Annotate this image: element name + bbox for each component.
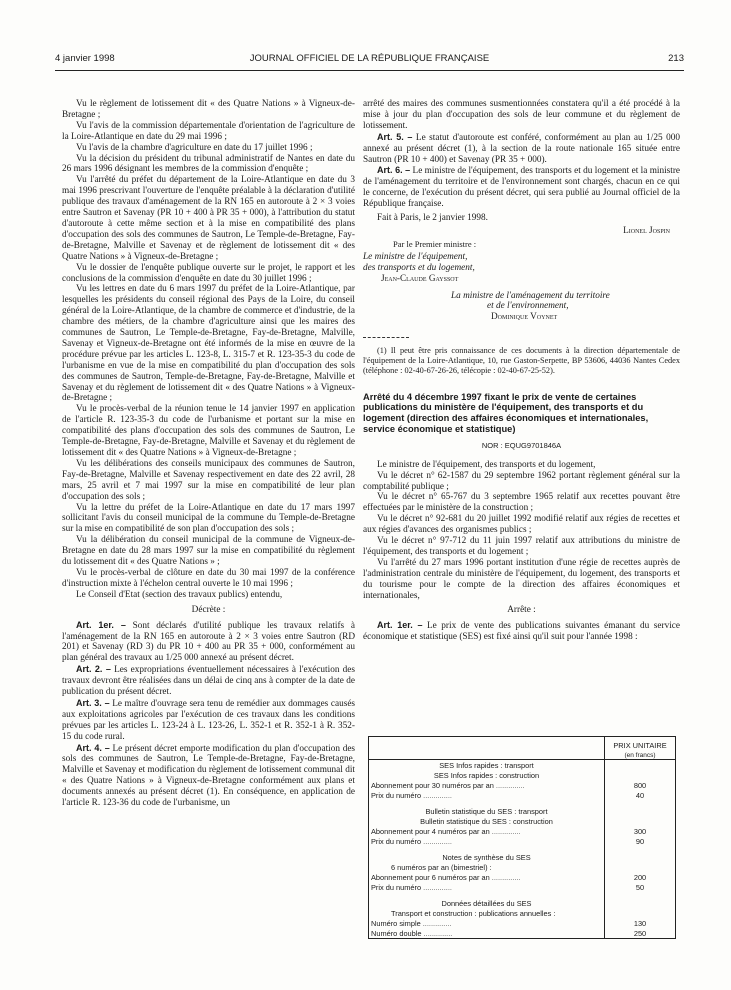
leader-dots: .............. xyxy=(489,873,521,882)
article-label: Art. 6. – xyxy=(377,165,411,176)
minister2-name: Dominique Voynet xyxy=(491,312,558,323)
price-table-row xyxy=(369,836,676,846)
price-table-row xyxy=(369,852,676,862)
leader-dots: .............. xyxy=(421,791,452,800)
decree-word: Décrète : xyxy=(191,604,226,615)
leader-dots: .............. xyxy=(421,883,452,892)
articles-right xyxy=(363,132,680,210)
leader-dots: .............. xyxy=(493,781,525,790)
price-table-row xyxy=(369,806,676,816)
visa-paragraph: Vu le dossier de l'enquête publique ouverte sur le projet, le rapport et les conclusions de la commission d'enquête en date du 30 juillet 1996 ; xyxy=(62,262,355,284)
left-column xyxy=(62,99,355,809)
article xyxy=(363,165,680,210)
article xyxy=(62,698,355,743)
header-rule xyxy=(55,70,684,71)
articles-left xyxy=(62,620,355,809)
article-label: Art. 1er. – xyxy=(76,619,126,630)
price-row-value xyxy=(605,918,676,928)
item-price: 200 xyxy=(633,873,647,882)
continued-text: arrêté des maires des communes susmentionnées constatera qu'il a été procédé à la mise à jour du plan d'occupation des sols de leur commune et du règlement de lotissement. xyxy=(363,99,680,131)
price-row-label xyxy=(369,882,605,892)
item-price: 90 xyxy=(635,837,645,846)
article xyxy=(62,743,355,809)
item-label: Prix du numéro xyxy=(371,791,422,800)
article-text: Le présent décret emporte modification du plan d'occupation des sols des communes de Sautron, Le Temple-de-Bretagne, Fay-de-Bretagne, Malville et Savenay et modification du règlement de lotissement communal dit « des Quatre Nations » à Vigneux-de-Bretagne conformément aux plans et documents annexés au présent décret (1). En conséquence, en application de l'article R. 123-36 du code de l'urbanisme, un xyxy=(62,743,356,809)
price-row-value xyxy=(605,862,676,872)
price-table-row xyxy=(369,918,676,928)
price-column-header: PRIX UNITAIRE (en francs) xyxy=(605,737,676,760)
item-label: Numéro simple xyxy=(371,919,421,928)
price-table-row xyxy=(369,898,676,908)
price-row-label xyxy=(369,908,605,918)
price-row-label xyxy=(369,780,605,790)
section-label: Notes de synthèse du SES xyxy=(442,853,531,862)
visa-paragraph: Vu les lettres en date du 6 mars 1997 du préfet de la Loire-Atlantique, par lesquelles les présidents du conseil régional des Pays de la Loire, du conseil général de la Loire-Atlantique, de la chambre de commerce et d'industrie, de la chambre des métiers, de la chambre d'agriculture ainsi que les maires des communes de Sautron, Le Temple-de-Bretagne, Fay-de-Bretagne, Malville, Savenay et Vigneux-de-Bretagne ont été informés de la mise en œuvre de la procédure prévue par les articles L. 123-8, L. 315-7 et R. 123-35-3 du code de l'urbanisme en vue de la mise en compatibilité du plan d'occupation des sols des communes de Sautron, Temple-de-Bretagne, Fay-de-Bretagne, Malville et Savenay et du règlement de lotissement dit « des Quatre Nations » à Vigneux-de-Bretagne ; xyxy=(62,284,355,404)
second-act-visas xyxy=(363,460,680,602)
visa-paragraph: Vu l'avis de la commission départementale d'orientation de l'agriculture de la Loire-Atlantique en date du 29 mai 1996 ; xyxy=(62,120,355,142)
article-label: Art. 2. – xyxy=(76,664,111,675)
second-act-article-1-label: Art. 1er. – xyxy=(377,620,423,631)
price-row-label xyxy=(369,862,605,872)
price-table-row xyxy=(369,928,676,939)
right-column xyxy=(363,99,680,643)
article xyxy=(62,664,355,698)
item-price: 40 xyxy=(635,791,645,800)
visa-paragraph: Vu la lettre du préfet de la Loire-Atlantique en date du 17 mars 1997 sollicitant l'avis du conseil municipal de la commune du Temple-de-Bretagne sur la mise en compatibilité de son plan d'occupation des sols ; xyxy=(62,502,355,535)
second-act-article-1-text: Le prix de vente des publications suivantes émanant du service économique et statistique (SES) est fixé ainsi qu'il suit pour l'année 1998 : xyxy=(363,621,680,643)
leader-dots: .............. xyxy=(421,837,452,846)
header-journal-title: JOURNAL OFFICIEL DE LA RÉPUBLIQUE FRANÇAISE xyxy=(249,53,490,64)
second-act-paragraph: Vu le décret n° 92-681 du 20 juillet 1992 modifié relatif aux régies de recettes et aux régies d'avances des organismes publics ; xyxy=(363,514,680,536)
article-label: Art. 3. – xyxy=(76,697,110,708)
visa-paragraph: Le Conseil d'Etat (section des travaux publics) entendu, xyxy=(76,589,283,600)
second-act-paragraph: Vu le décret n° 62-1587 du 29 septembre 1962 portant règlement général sur la comptabilité publique ; xyxy=(363,470,680,492)
article-label: Art. 5. – xyxy=(377,131,413,142)
article-label: Art. 4. – xyxy=(76,742,110,753)
price-table-row xyxy=(369,882,676,892)
second-act-paragraph: Vu le décret n° 97-712 du 11 juin 1997 relatif aux attributions du ministre de l'équipement, des transports et du logement ; xyxy=(363,536,680,557)
article-text: Sont déclarés d'utilité publique les travaux relatifs à l'aménagement de la RN 165 en autoroute à 2 × 3 voies entre Sautron (RD 201) et Savenay (RD 3) du PR 10 + 400 au PR 35 + 000, conformément au plan général des travaux au 1/25 000 annexé au présent décret. xyxy=(62,620,355,664)
section-label: Bulletin statistique du SES : transport xyxy=(425,807,548,816)
price-row-value xyxy=(605,882,676,892)
header-date: 4 janvier 1998 xyxy=(55,53,115,64)
footnote: (1) Il peut être pris connaissance de ces documents à la direction départementale de l'équipement de la Loire-Atlantique, 10, rue Gaston-Serpette, BP 53606, 44036 Nantes Cedex (téléphone : 02-40-67-26-26, télécopie : 02-40-67-25-52). xyxy=(363,346,680,375)
item-label: Numéro double xyxy=(371,929,422,938)
place-date: Fait à Paris, le 2 janvier 1998. xyxy=(377,213,488,224)
price-table-row xyxy=(369,790,676,800)
subsection-label: 6 numéros par an (bimestriel) : xyxy=(391,863,492,872)
visa-paragraph: Vu la décision du président du tribunal administratif de Nantes en date du 26 mars 1996 désignant les membres de la commission d'enquête ; xyxy=(62,153,355,175)
price-row-label xyxy=(369,816,605,826)
article-text: Le statut d'autoroute est conféré, conformément au plan au 1/25 000 annexé au présent décret (1), à la section de la route nationale 165 située entre Sautron (PR 10 + 400) et Savenay (PR 35 + 000). xyxy=(363,132,680,165)
price-table-row xyxy=(369,826,676,836)
price-row-value xyxy=(605,826,676,836)
article xyxy=(363,132,680,166)
price-row-label xyxy=(369,760,605,771)
section-label: Données détaillées du SES xyxy=(441,899,532,908)
article-text: Les expropriations éventuellement nécessaires à l'exécution des travaux devront être réalisées dans un délai de cinq ans à compter de la date de publication du présent décret. xyxy=(62,665,356,698)
second-act-paragraph: Vu l'arrêté du 27 mars 1996 portant institution d'une régie de recettes auprès de l'administration centrale du ministère de l'équipement, du logement, des transports et du tourisme pour le compte de la direction des affaires économiques et internationales, xyxy=(363,557,680,601)
header-page-number: 213 xyxy=(668,53,684,64)
visa-paragraph: Vu le règlement de lotissement dit « des Quatre Nations » à Vigneux-de-Bretagne ; xyxy=(62,99,355,120)
price-table-row xyxy=(369,908,676,918)
item-label: Abonnement pour 30 numéros par an xyxy=(371,781,494,790)
item-label: Prix du numéro xyxy=(371,837,422,846)
by-prime-minister: Par le Premier ministre : xyxy=(393,238,477,249)
item-label: Prix du numéro xyxy=(371,883,422,892)
price-row-value xyxy=(605,872,676,882)
price-table-row xyxy=(369,770,676,780)
minister-title-2: des transports et du logement, xyxy=(363,262,475,273)
price-row-label xyxy=(369,852,605,862)
price-row-value xyxy=(605,816,676,826)
price-row-value xyxy=(605,928,676,939)
minister-title-1: Le ministre de l'équipement, xyxy=(363,251,468,262)
prime-minister-name: Lionel Jospin xyxy=(623,225,670,236)
price-table-row xyxy=(369,780,676,790)
visas-list xyxy=(62,99,355,601)
item-label: Abonnement pour 4 numéros par an xyxy=(371,827,490,836)
item-label: Abonnement pour 6 numéros par an xyxy=(371,873,490,882)
price-row-value xyxy=(605,770,676,780)
price-row-label xyxy=(369,836,605,846)
article-text: Le maître d'ouvrage sera tenu de remédier aux dommages causés aux exploitations agricoles par l'exécution de ces travaux dans les conditions prévues par les articles L. 123-24 à L. 123-26, L. 352-1 et R. 352-1 à R. 352-15 du code rural. xyxy=(62,698,356,742)
visa-paragraph: Vu les délibérations des conseils municipaux des communes de Sautron, Fay-de-Bretagne, Malville et Savenay respectivement en date des 22 avril, 28 mars, 25 avril et 7 mai 1997 sur la mise en compatibilité de leur plan d'occupation des sols ; xyxy=(62,458,355,502)
visa-paragraph: Vu la délibération du conseil municipal de la commune de Vigneux-de-Bretagne en date du 28 mars 1997 sur la mise en compatibilité du règlement du lotissement dit « des Quatre Nations » ; xyxy=(62,535,355,568)
price-row-value xyxy=(605,806,676,816)
leader-dots: .............. xyxy=(420,919,452,928)
visa-paragraph: Vu l'arrêté du préfet du département de la Loire-Atlantique en date du 3 mai 1996 prescrivant l'ouverture de l'enquête préalable à la déclaration d'utilité publique des travaux d'aménagement de la RN 165 en autoroute à 2 × 3 voies entre Sautron et Savenay (PR 10 + 400 à PR 35 + 000), à l'attribution du statut d'autoroute à cette même section et à la mise en compatibilité des plans d'occupation des sols des communes de Sautron, Le Temple-de-Bretagne, Fay-de-Bretagne, Malville et Savenay et de règlement de lotissement dit « des Quatre Nations » à Vigneux-de-Bretagne ; xyxy=(62,175,355,262)
price-row-value xyxy=(605,908,676,918)
price-row-label xyxy=(369,898,605,908)
price-table-row xyxy=(369,872,676,882)
article-text: Le ministre de l'équipement, des transports et du logement et la ministre de l'aménagement du territoire et de l'environnement sont chargés, chacun en ce qui le concerne, de l'exécution du présent décret, qui sera publié au Journal officiel de la République française. xyxy=(363,166,681,210)
visa-paragraph: Vu le procès-verbal de la réunion tenue le 14 janvier 1997 en application de l'article R. 123-35-3 du code de l'urbanisme et portant sur la mise en compatibilité des plans d'occupation des sols des communes de Sautron, Le Temple-de-Bretagne, Fay-de-Bretagne, Malville et Savenay et du règlement de lotissement dit « des Quatre Nations » à Vigneux-de-Bretagne ; xyxy=(62,404,355,458)
price-table-header xyxy=(369,737,676,760)
leader-dots: .............. xyxy=(489,827,521,836)
visa-paragraph: Vu l'avis de la chambre d'agriculture en date du 17 juillet 1996 ; xyxy=(76,142,313,153)
price-table-row xyxy=(369,760,676,771)
price-table-row xyxy=(369,862,676,872)
price-row-label xyxy=(369,770,605,780)
item-price: 250 xyxy=(633,929,647,938)
price-row-value xyxy=(605,790,676,800)
item-price: 300 xyxy=(633,827,647,836)
section-label: SES Infos rapides : construction xyxy=(433,771,540,780)
page-header xyxy=(55,53,684,67)
item-price: 50 xyxy=(635,883,645,892)
price-row-label xyxy=(369,790,605,800)
leader-dots: .............. xyxy=(421,929,453,938)
section-label: Bulletin statistique du SES : construction xyxy=(420,817,553,826)
price-row-value xyxy=(605,780,676,790)
minister2-title-2: et de l'environnement, xyxy=(487,301,569,312)
price-table-row xyxy=(369,816,676,826)
nor-reference: NOR : EQUG9701846A xyxy=(481,440,562,450)
second-act-paragraph: Le ministre de l'équipement, des transports et du logement, xyxy=(377,459,596,470)
section-label: SES Infos rapides : transport xyxy=(439,761,534,770)
price-row-label xyxy=(369,928,605,939)
price-row-value xyxy=(605,898,676,908)
price-row-label xyxy=(369,918,605,928)
item-price: 800 xyxy=(633,781,647,790)
price-row-value xyxy=(605,836,676,846)
second-act-article-1 xyxy=(363,620,680,643)
price-row-label xyxy=(369,826,605,836)
subsection-label: Transport et construction : publications annuelles : xyxy=(391,909,556,918)
item-price: 130 xyxy=(633,919,647,928)
price-row-value xyxy=(605,760,676,771)
price-row-value xyxy=(605,852,676,862)
visa-paragraph: Vu le procès-verbal de clôture en date du 30 mai 1997 de la conférence d'instruction mixte à l'échelon central ouverte le 10 mai 1996 ; xyxy=(62,567,355,589)
arrete-word: Arrête : xyxy=(507,605,536,616)
price-row-label xyxy=(369,806,605,816)
minister-name: Jean-Claude Gayssot xyxy=(381,273,459,284)
minister2-title-1: La ministre de l'aménagement du territoire xyxy=(451,290,610,301)
footnote-divider xyxy=(363,337,409,338)
price-row-label xyxy=(369,872,605,882)
article xyxy=(62,620,355,665)
second-act-paragraph: Vu le décret n° 65-767 du 3 septembre 1965 relatif aux recettes pouvant être effectuées par le ministère de la construction ; xyxy=(363,492,680,514)
price-table xyxy=(368,736,676,939)
second-act-title: Arrêté du 4 décembre 1997 fixant le prix de vente de certaines publications du ministère de l'équipement, des transports et du logement (direction des affaires économiques et internationales, service économique et statistique) xyxy=(363,391,649,434)
